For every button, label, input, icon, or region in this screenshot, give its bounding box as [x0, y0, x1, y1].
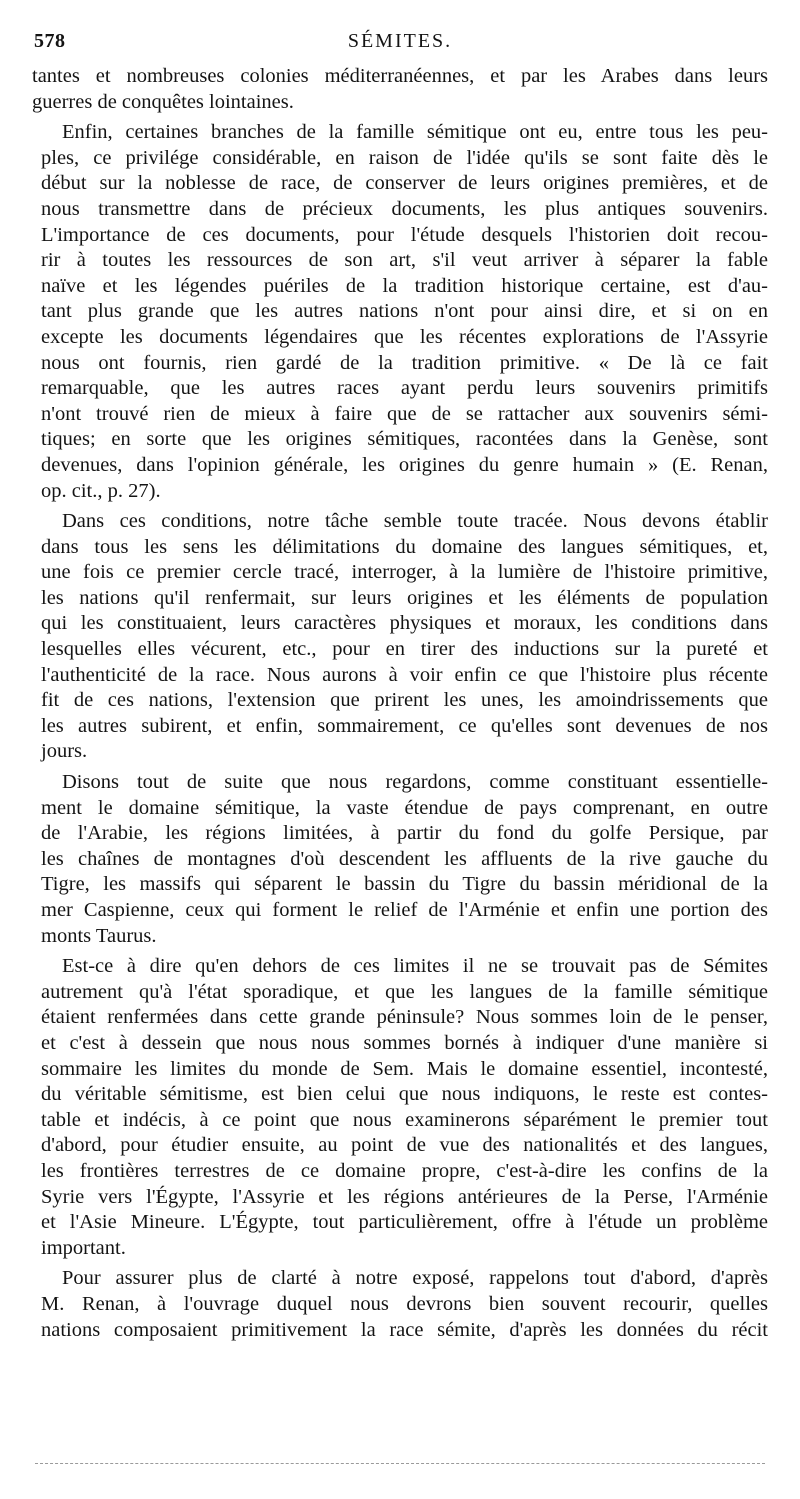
text-line: important.: [41, 1236, 126, 1259]
text-line: étaient renfermées dans cette grande péninsule? Nous sommes loin de le penser,: [41, 1006, 768, 1029]
text-line: les autres subirent, et enfin, sommairement, ce qu'elles sont devenues de nos: [41, 714, 768, 737]
text-line: l'authenticité de la race. Nous aurons à voir enfin ce que l'histoire plus récente: [41, 663, 768, 686]
text-line: du véritable sémitisme, est bien celui que nous indiquons, le reste est contes-: [41, 1083, 768, 1106]
text-line: excepte les documents légendaires que les récentes explorations de l'Assyrie: [41, 325, 768, 348]
text-line: et c'est à dessein que nous nous sommes bornés à indiquer d'une manière si: [41, 1031, 768, 1054]
text-line: Syrie vers l'Égypte, l'Assyrie et les régions antérieures de la Perse, l'Arménie: [41, 1185, 768, 1208]
text-line: Tigre, les massifs qui séparent le bassin du Tigre du bassin méridional de la: [41, 873, 768, 896]
paragraph: [32, 770, 768, 949]
text-line: Disons tout de suite que nous regardons, comme constituant essentielle-: [62, 771, 768, 794]
text-line: début sur la noblesse de race, de conserver de leurs origines premières, et de: [41, 172, 768, 195]
footer-rule: [35, 1463, 765, 1464]
text-line: ples, ce privilége considérable, en raison de l'idée qu'ils se sont faite dès le: [41, 146, 768, 169]
text-line: nations composaient primitivement la race sémite, d'après les données du récit: [41, 1318, 768, 1341]
text-line: tant plus grande que les autres nations n'ont pour ainsi dire, et si on en: [41, 300, 768, 323]
text-line: lesquelles elles vécurent, etc., pour en tirer des inductions sur la pureté et: [41, 638, 768, 661]
body-text: [32, 64, 768, 1343]
text-line: Enfin, certaines branches de la famille sémitique ont eu, entre tous les peu-: [62, 121, 768, 144]
running-title: SÉMITES.: [347, 30, 453, 52]
text-line: dans tous les sens les délimitations du domaine des langues sémitiques, et,: [41, 535, 768, 558]
text-line: op. cit., p. 27).: [41, 479, 161, 502]
page-number: 578: [34, 30, 66, 52]
text-line: M. Renan, à l'ouvrage duquel nous devrons bien souvent recourir, quelles: [41, 1292, 768, 1315]
text-line: remarquable, que les autres races ayant perdu leurs souvenirs primitifs: [41, 377, 768, 400]
text-line: rir à toutes les ressources de son art, s'il veut arriver à séparer la fable: [41, 249, 768, 272]
text-line: mer Caspienne, ceux qui forment le relief de l'Arménie et enfin une portion des: [41, 899, 768, 921]
paragraph: [32, 1266, 768, 1343]
text-line: tantes et nombreuses colonies méditerranéennes, et par les Arabes dans leurs: [32, 65, 768, 87]
text-line: L'importance de ces documents, pour l'étude desquels l'historien doit recou-: [41, 223, 768, 246]
running-head: [32, 30, 768, 56]
text-line: Dans ces conditions, notre tâche semble toute tracée. Nous devons établir: [62, 510, 768, 533]
text-line: qui les constituaient, leurs caractères physiques et moraux, les conditions dans: [41, 612, 768, 635]
text-line: Est-ce à dire qu'en dehors de ces limites il ne se trouvait pas de Sémites: [62, 955, 768, 978]
text-line: devenues, dans l'opinion générale, les origines du genre humain » (E. Renan,: [41, 453, 768, 476]
paragraph: [32, 954, 768, 1261]
paragraph: [32, 120, 768, 504]
text-line: table et indécis, à ce point que nous examinerons séparément le premier tout: [41, 1108, 768, 1131]
text-line: tiques; en sorte que les origines sémitiques, racontées dans la Genèse, sont: [41, 428, 768, 451]
text-line: monts Taurus.: [41, 924, 157, 947]
paragraph: [32, 509, 768, 765]
text-line: les nations qu'il renfermait, sur leurs origines et les éléments de population: [41, 586, 768, 609]
text-line: d'abord, pour étudier ensuite, au point de vue des nationalités et des langues,: [41, 1134, 768, 1157]
text-line: nous ont fournis, rien gardé de la tradition primitive. « De là ce fait: [41, 351, 768, 374]
text-line: Pour assurer plus de clarté à notre exposé, rappelons tout d'abord, d'après: [62, 1267, 768, 1290]
text-line: jours.: [41, 740, 88, 763]
text-line: autrement qu'à l'état sporadique, et que les langues de la famille sémitique: [41, 980, 768, 1003]
text-line: les chaînes de montagnes d'où descendent les affluents de la rive gauche du: [41, 847, 768, 870]
text-line: nous transmettre dans de précieux documents, les plus antiques souvenirs.: [41, 197, 768, 220]
text-line: et l'Asie Mineure. L'Égypte, tout particulièrement, offre à l'étude un problème: [41, 1211, 768, 1234]
paragraph: [32, 64, 768, 115]
text-line: fit de ces nations, l'extension que prirent les unes, les amoindrissements que: [41, 689, 768, 712]
text-line: ment le domaine sémitique, la vaste étendue de pays comprenant, en outre: [41, 796, 768, 819]
text-line: sommaire les limites du monde de Sem. Mais le domaine essentiel, incontesté,: [41, 1057, 768, 1080]
text-line: les frontières terrestres de ce domaine propre, c'est-à-dire les confins de la: [41, 1159, 768, 1182]
text-line: de l'Arabie, les régions limitées, à partir du fond du golfe Persique, par: [41, 822, 768, 845]
text-line: une fois ce premier cercle tracé, interroger, à la lumière de l'histoire primitive,: [41, 561, 768, 584]
text-line: guerres de conquêtes lointaines.: [32, 90, 294, 113]
text-line: naïve et les légendes puériles de la tradition historique certaine, est d'au-: [41, 274, 768, 297]
text-line: n'ont trouvé rien de mieux à faire que de se rattacher aux souvenirs sémi-: [41, 402, 768, 425]
